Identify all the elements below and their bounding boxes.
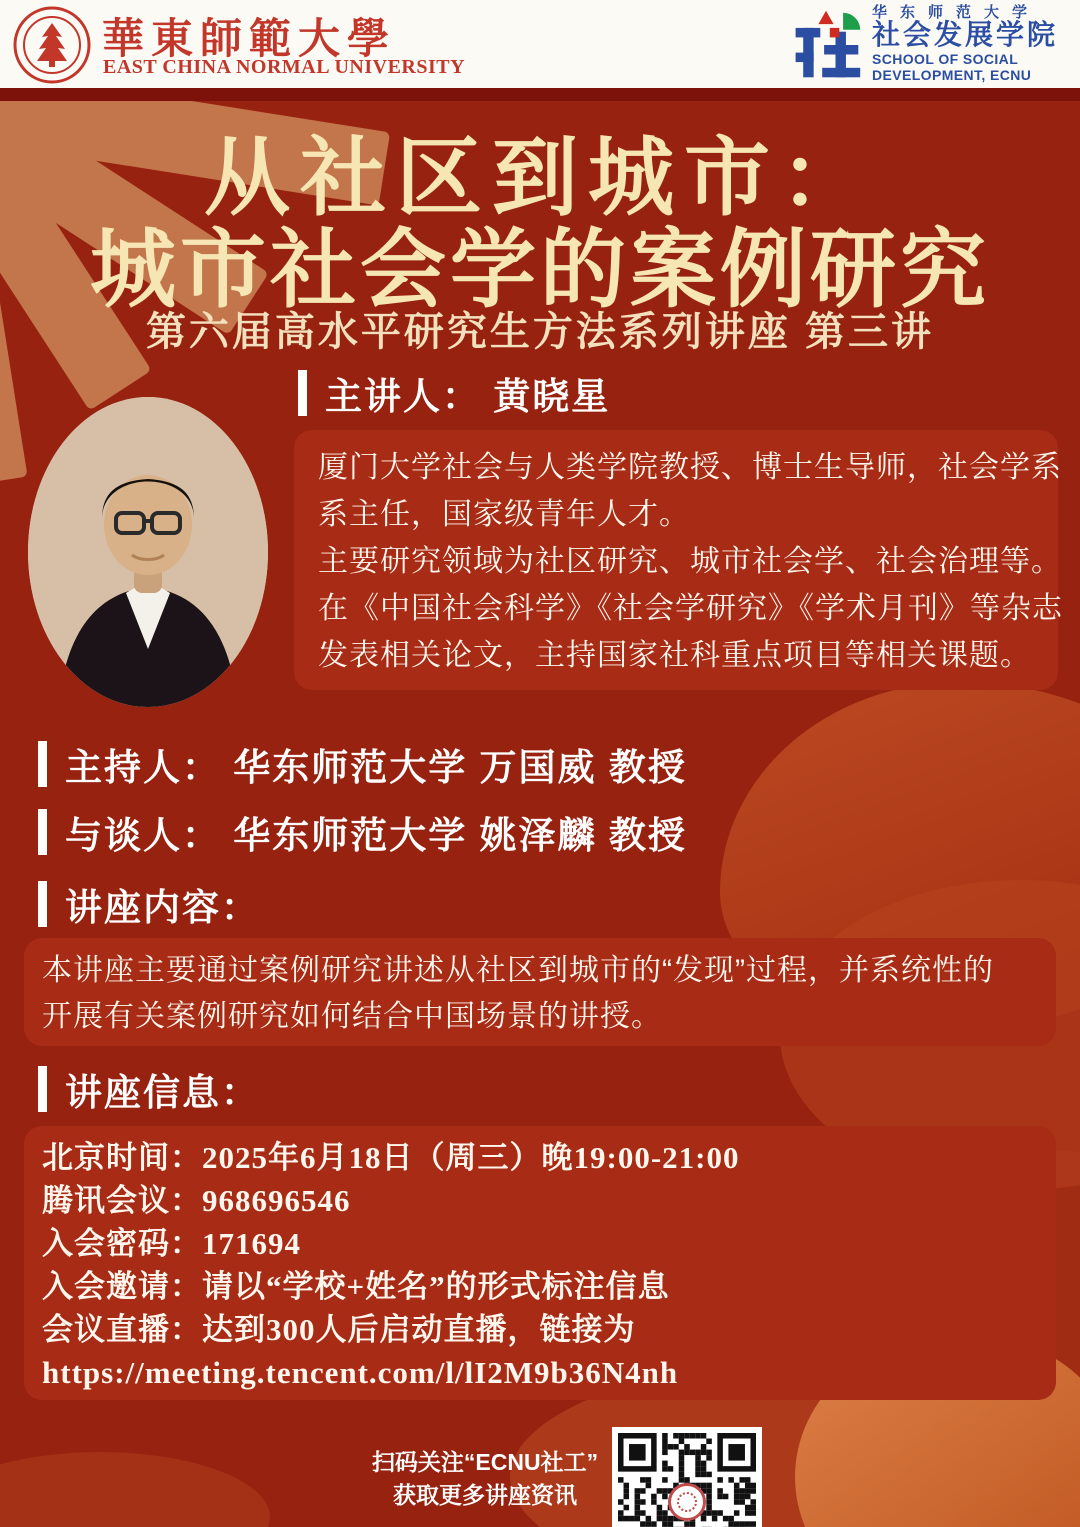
info-meeting-id: 腾讯会议：968696546	[42, 1183, 351, 1218]
qr-center-seal-icon	[668, 1483, 706, 1521]
heading-bar-icon	[38, 881, 47, 927]
school-name-en-1: SCHOOL OF SOCIAL	[872, 51, 1019, 67]
bio-line: 厦门大学社会与人类学院教授、博士生导师，社会学系	[318, 451, 1062, 484]
bio-line: 在《中国社会科学》《社会学研究》《学术月刊》等杂志	[318, 592, 1063, 625]
bio-line: 主要研究领域为社区研究、城市社会学、社会治理等。	[318, 545, 1062, 578]
poster-title-line2: 城市社会学的案例研究	[90, 222, 990, 318]
university-name-zh: 華東師範大學	[102, 17, 397, 63]
content-heading-row	[38, 877, 260, 931]
header-divider-strip	[0, 88, 1080, 101]
school-name-zh: 社会发展学院	[872, 20, 1059, 51]
qr-caption-line1: 扫码关注“ECNU社工”	[371, 1449, 599, 1475]
content-line: 本讲座主要通过案例研究讲述从社区到城市的“发现”过程，并系统性的	[42, 954, 994, 987]
bio-line: 系主任，国家级青年人才。	[318, 498, 690, 531]
heading-bar-icon	[38, 809, 47, 855]
content-line: 开展有关案例研究如何结合中国场景的讲授。	[42, 1000, 662, 1033]
speaker-label: 主讲人： 黄晓星	[325, 376, 611, 417]
bio-line: 发表相关论文，主持国家社科重点项目等相关课题。	[318, 639, 1031, 672]
info-livestream: 会议直播：达到300人后启动直播，链接为	[42, 1312, 636, 1347]
content-heading: 讲座内容：	[65, 887, 260, 928]
info-heading-row	[38, 1062, 260, 1116]
info-invitation: 入会邀请：请以“学校+姓名”的形式标注信息	[42, 1269, 670, 1304]
speaker-heading-row	[298, 366, 610, 420]
discussant-label: 与谈人： 华东师范大学 姚泽麟 教授	[65, 815, 687, 856]
qr-code	[612, 1427, 762, 1527]
discussant-row	[38, 805, 687, 859]
speaker-bio-panel	[294, 430, 1063, 690]
heading-bar-icon	[38, 1066, 47, 1112]
qr-caption	[360, 1446, 610, 1512]
info-password: 入会密码：171694	[42, 1226, 301, 1261]
heading-bar-icon	[298, 370, 307, 416]
poster-title-line1: 从社区到城市：	[204, 130, 876, 226]
decor-blob-bottom-left	[0, 1452, 270, 1527]
speaker-photo	[28, 397, 268, 707]
school-logo-icon	[788, 7, 864, 83]
info-time: 北京时间：2025年6月18日（周三）晚19:00-21:00	[42, 1140, 740, 1175]
info-heading: 讲座信息：	[65, 1072, 260, 1113]
school-university-zh: 华东师范大学	[872, 4, 1041, 21]
school-name-en-2: DEVELOPMENT, ECNU	[872, 67, 1032, 83]
qr-caption-line2: 获取更多讲座资讯	[393, 1482, 577, 1508]
header-bar	[0, 0, 1080, 88]
heading-bar-icon	[38, 741, 47, 787]
university-name-en: EAST CHINA NORMAL UNIVERSITY	[103, 56, 466, 78]
host-row	[38, 737, 687, 791]
host-label: 主持人： 华东师范大学 万国威 教授	[65, 747, 687, 788]
info-panel	[24, 1126, 1056, 1400]
school-logo-text	[872, 5, 1072, 82]
poster-subtitle: 第六届高水平研究生方法系列讲座 第三讲	[145, 310, 935, 354]
content-panel	[24, 938, 1056, 1046]
meeting-link[interactable]: https://meeting.tencent.com/l/lI2M9b36N4nh	[42, 1355, 679, 1390]
ecnu-seal-icon	[12, 5, 92, 85]
